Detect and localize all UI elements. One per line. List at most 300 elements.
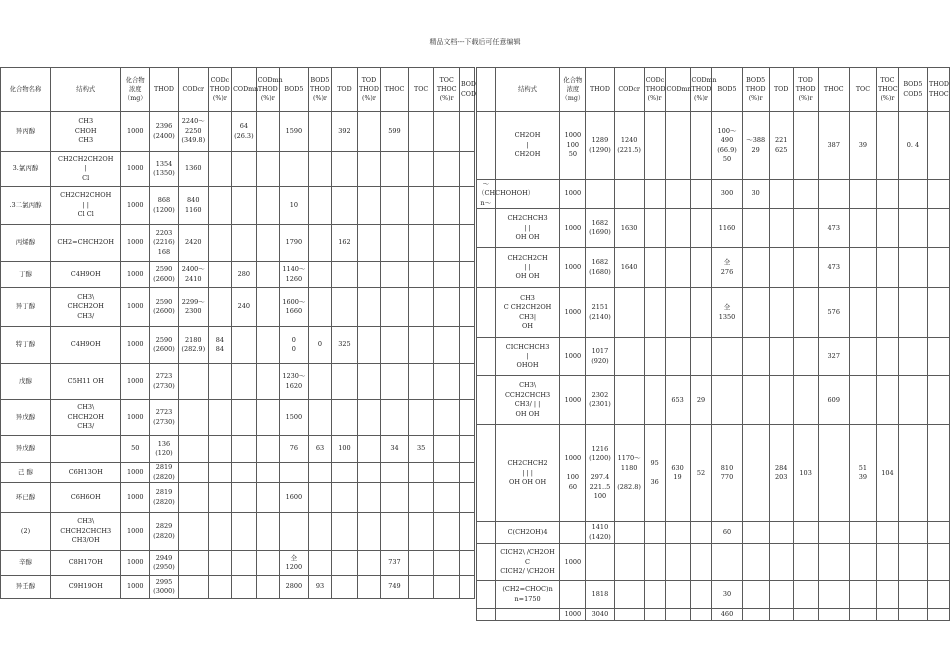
table-cell: C9H19OH — [51, 576, 121, 599]
table-cell — [308, 288, 331, 327]
table-cell: CH2=CHCH2OH — [51, 225, 121, 262]
table-row — [477, 544, 950, 581]
table-cell — [357, 187, 380, 225]
table-row — [1, 364, 475, 400]
left-data-table — [0, 67, 475, 599]
table-cell — [644, 581, 665, 609]
column-header: TOC — [408, 68, 434, 112]
table-cell — [332, 364, 358, 400]
table-cell — [51, 436, 121, 463]
column-header: 结构式 — [51, 68, 121, 112]
table-cell: CH2CHCH3 | | OH OH — [495, 209, 560, 248]
table-cell — [408, 576, 434, 599]
table-cell — [876, 288, 898, 338]
table-cell — [208, 364, 231, 400]
table-cell — [208, 551, 231, 576]
table-cell — [876, 112, 898, 180]
table-cell: 1000 — [560, 544, 586, 581]
table-cell: 1000 100 60 — [560, 425, 586, 522]
table-cell — [898, 248, 927, 288]
page-header-note: 精品文档---下载后可任意编辑 — [429, 38, 521, 46]
table-cell: 1000 — [121, 327, 150, 364]
table-cell — [793, 609, 818, 621]
table-cell — [459, 513, 474, 551]
table-cell: 2299～ 2300 — [178, 288, 208, 327]
table-cell — [381, 364, 409, 400]
table-row — [1, 463, 475, 483]
table-cell: 284 203 — [769, 425, 793, 522]
table-row — [477, 338, 950, 376]
table-cell — [849, 209, 876, 248]
table-row — [477, 425, 950, 522]
table-cell: 29 — [690, 376, 712, 425]
table-cell — [665, 209, 690, 248]
table-cell: 1000 — [560, 180, 586, 209]
table-cell — [308, 112, 331, 152]
table-cell — [644, 609, 665, 621]
table-cell: 2420 — [178, 225, 208, 262]
table-cell: CH3\ CHCH2OH CH3/ — [51, 400, 121, 436]
table-cell — [208, 262, 231, 288]
table-cell: 戊醇 — [1, 364, 51, 400]
table-row — [1, 576, 475, 599]
table-cell — [477, 609, 496, 621]
table-cell: CH3\ CHCH2OH CH3/ — [51, 288, 121, 327]
table-cell — [818, 180, 849, 209]
table-row — [477, 248, 950, 288]
table-cell: 460 — [712, 609, 742, 621]
table-cell — [208, 463, 231, 483]
table-cell — [690, 522, 712, 544]
table-cell — [898, 338, 927, 376]
table-cell — [208, 112, 231, 152]
column-header: BOD5 — [280, 68, 309, 112]
table-cell: CH2OH | CH2OH — [495, 112, 560, 180]
table-cell — [332, 400, 358, 436]
table-cell — [928, 248, 950, 288]
table-cell — [477, 209, 496, 248]
table-row — [477, 180, 950, 209]
table-cell: 1240 (221.5) — [614, 112, 644, 180]
table-cell — [178, 483, 208, 513]
table-cell: 327 — [818, 338, 849, 376]
table-cell — [280, 463, 309, 483]
table-cell — [357, 262, 380, 288]
table-cell — [690, 112, 712, 180]
table-cell: 1640 — [614, 248, 644, 288]
table-cell — [898, 288, 927, 338]
table-cell: 1790 — [280, 225, 309, 262]
table-cell: CH2CHCH2 | | | OH OH OH — [495, 425, 560, 522]
table-cell: 1000 — [121, 400, 150, 436]
table-cell: 35 — [408, 436, 434, 463]
table-cell — [232, 463, 256, 483]
table-cell: CH3 CHOH CH3 — [51, 112, 121, 152]
table-cell: CH2CH2CHOH | | Cl Cl — [51, 187, 121, 225]
table-cell — [280, 152, 309, 187]
table-cell — [690, 209, 712, 248]
table-cell — [614, 338, 644, 376]
table-cell — [459, 576, 474, 599]
table-cell — [332, 288, 358, 327]
table-cell — [644, 248, 665, 288]
table-cell — [408, 152, 434, 187]
table-row — [1, 262, 475, 288]
table-cell: C6H6OH — [51, 483, 121, 513]
table-cell — [876, 544, 898, 581]
table-cell — [876, 581, 898, 609]
table-cell: 868 (1200) — [150, 187, 179, 225]
table-cell: CH3\ CHCH2CHCH3 CH3/OH — [51, 513, 121, 551]
table-cell — [308, 483, 331, 513]
table-cell — [898, 376, 927, 425]
table-row — [477, 609, 950, 621]
table-cell — [769, 522, 793, 544]
table-cell — [818, 425, 849, 522]
table-cell: 1600～ 1660 — [280, 288, 309, 327]
table-cell — [208, 225, 231, 262]
table-cell — [308, 152, 331, 187]
table-cell — [690, 248, 712, 288]
table-cell: 2590 (2600) — [150, 262, 179, 288]
table-cell: 100 — [332, 436, 358, 463]
table-cell — [928, 209, 950, 248]
table-cell: 2590 (2600) — [150, 288, 179, 327]
table-cell: 300 — [712, 180, 742, 209]
table-cell: 1682 (1690) — [586, 209, 614, 248]
table-cell: (2) — [1, 513, 51, 551]
table-cell — [408, 187, 434, 225]
table-cell — [928, 338, 950, 376]
table-row — [1, 225, 475, 262]
table-cell — [332, 187, 358, 225]
table-cell: 异丁醇 — [1, 288, 51, 327]
table-cell: C6H13OH — [51, 463, 121, 483]
table-cell — [614, 376, 644, 425]
table-row — [477, 209, 950, 248]
table-cell — [332, 483, 358, 513]
table-cell: 810 770 — [712, 425, 742, 522]
table-cell — [381, 225, 409, 262]
table-cell — [849, 180, 876, 209]
table-cell: 2829 (2820) — [150, 513, 179, 551]
table-cell — [308, 187, 331, 225]
table-cell: 473 — [818, 209, 849, 248]
table-cell — [849, 544, 876, 581]
table-cell: 3040 — [586, 609, 614, 621]
table-cell — [477, 544, 496, 581]
table-cell — [898, 209, 927, 248]
table-cell — [769, 544, 793, 581]
table-row — [1, 187, 475, 225]
table-cell — [232, 152, 256, 187]
table-cell — [256, 288, 279, 327]
table-cell — [434, 576, 460, 599]
table-cell — [434, 463, 460, 483]
table-cell: 1682 (1680) — [586, 248, 614, 288]
table-cell — [769, 609, 793, 621]
table-cell — [477, 288, 496, 338]
table-cell — [308, 364, 331, 400]
table-cell: 93 — [308, 576, 331, 599]
table-cell — [381, 262, 409, 288]
table-cell: 51 39 — [849, 425, 876, 522]
table-cell — [232, 576, 256, 599]
table-cell: 2180 (282.9) — [178, 327, 208, 364]
table-row — [477, 288, 950, 338]
table-cell: 1160 — [712, 209, 742, 248]
table-cell — [793, 180, 818, 209]
table-cell — [308, 262, 331, 288]
table-cell: 95 36 — [644, 425, 665, 522]
table-cell: 1000 — [560, 338, 586, 376]
table-cell — [256, 436, 279, 463]
table-cell: 1140～ 1260 — [280, 262, 309, 288]
table-cell — [614, 522, 644, 544]
table-cell: 387 — [818, 112, 849, 180]
table-cell — [381, 327, 409, 364]
table-cell — [742, 609, 769, 621]
table-cell — [459, 327, 474, 364]
table-cell: 异戊醇 — [1, 400, 51, 436]
table-cell: 辛醇 — [1, 551, 51, 576]
table-cell — [208, 152, 231, 187]
table-cell: 2302 (2301) — [586, 376, 614, 425]
table-cell — [357, 112, 380, 152]
table-cell — [477, 376, 496, 425]
table-cell — [614, 609, 644, 621]
column-header: CODmn — [665, 68, 690, 112]
table-cell — [178, 463, 208, 483]
table-cell: 1170～ 1180 (282.8) — [614, 425, 644, 522]
table-cell: 30 — [742, 180, 769, 209]
table-cell — [665, 581, 690, 609]
table-cell: 1410 (1420) — [586, 522, 614, 544]
column-header: TOD — [332, 68, 358, 112]
table-cell: 1000 — [560, 376, 586, 425]
table-cell: 653 — [665, 376, 690, 425]
table-cell: 100～490 (66.9) 50 — [712, 112, 742, 180]
table-cell: 2396 (2400) — [150, 112, 179, 152]
table-cell — [477, 425, 496, 522]
table-cell — [459, 364, 474, 400]
table-cell: 环已醇 — [1, 483, 51, 513]
table-cell — [793, 209, 818, 248]
table-cell: 60 — [712, 522, 742, 544]
table-cell — [332, 513, 358, 551]
column-header — [477, 68, 496, 112]
table-cell — [357, 483, 380, 513]
table-cell — [459, 187, 474, 225]
table-cell — [256, 400, 279, 436]
table-cell: 34 — [381, 436, 409, 463]
table-cell: 103 — [793, 425, 818, 522]
table-cell: 1590 — [280, 112, 309, 152]
table-cell — [665, 112, 690, 180]
table-cell — [434, 513, 460, 551]
table-cell — [178, 576, 208, 599]
table-cell: 1230～ 1620 — [280, 364, 309, 400]
table-cell: 0. 4 — [898, 112, 927, 180]
table-cell — [256, 483, 279, 513]
table-cell: 2949 (2950) — [150, 551, 179, 576]
table-cell — [357, 225, 380, 262]
table-cell: 异丙醇 — [1, 112, 51, 152]
table-cell — [898, 425, 927, 522]
table-cell: 576 — [818, 288, 849, 338]
table-row — [1, 513, 475, 551]
table-cell: 10 — [280, 187, 309, 225]
table-cell: C8H17OH — [51, 551, 121, 576]
table-cell — [690, 180, 712, 209]
table-cell — [256, 327, 279, 364]
table-cell: 392 — [332, 112, 358, 152]
table-cell: 2151 (2140) — [586, 288, 614, 338]
table-row — [1, 152, 475, 187]
table-cell — [459, 483, 474, 513]
table-cell: 全 1200 — [280, 551, 309, 576]
table-cell — [459, 288, 474, 327]
table-cell — [256, 152, 279, 187]
table-cell — [232, 436, 256, 463]
table-cell — [280, 513, 309, 551]
table-cell — [434, 112, 460, 152]
table-cell — [742, 522, 769, 544]
table-cell — [898, 544, 927, 581]
table-cell — [408, 262, 434, 288]
table-cell — [178, 364, 208, 400]
table-cell: CH3\ CCH2CHCH3 CH3/ | | OH OH — [495, 376, 560, 425]
column-header: TOD THOD (%)r — [793, 68, 818, 112]
column-header: TOD — [769, 68, 793, 112]
table-cell — [332, 576, 358, 599]
table-cell — [742, 248, 769, 288]
table-cell: 1000 — [121, 225, 150, 262]
table-cell: 84 84 — [208, 327, 231, 364]
table-cell — [381, 483, 409, 513]
table-cell — [434, 327, 460, 364]
table-cell: 76 — [280, 436, 309, 463]
column-header: THOD — [586, 68, 614, 112]
table-cell — [434, 483, 460, 513]
table-cell — [495, 609, 560, 621]
table-cell — [434, 152, 460, 187]
table-cell — [928, 112, 950, 180]
table-cell — [408, 463, 434, 483]
table-cell: 异壬醇 — [1, 576, 51, 599]
table-cell — [357, 364, 380, 400]
table-cell — [742, 544, 769, 581]
table-cell — [849, 288, 876, 338]
column-header: THOD THOC — [928, 68, 950, 112]
table-cell — [928, 609, 950, 621]
table-cell — [876, 180, 898, 209]
table-cell — [769, 180, 793, 209]
table-cell: 473 — [818, 248, 849, 288]
table-cell — [178, 436, 208, 463]
column-header: BOD5 COD5 — [898, 68, 927, 112]
table-cell: 2800 — [280, 576, 309, 599]
table-cell — [381, 400, 409, 436]
table-cell — [332, 551, 358, 576]
table-cell — [434, 551, 460, 576]
table-cell: 1216 (1200) 297.4 221..5 100 — [586, 425, 614, 522]
table-cell — [793, 338, 818, 376]
table-row — [1, 400, 475, 436]
column-header: TOC — [849, 68, 876, 112]
table-cell — [586, 544, 614, 581]
table-cell: 1630 — [614, 209, 644, 248]
table-cell — [849, 609, 876, 621]
table-cell — [690, 544, 712, 581]
table-cell — [408, 400, 434, 436]
table-cell: 1000 — [121, 262, 150, 288]
table-cell — [208, 576, 231, 599]
table-cell — [849, 376, 876, 425]
table-cell — [928, 376, 950, 425]
table-cell — [381, 152, 409, 187]
table-cell — [256, 576, 279, 599]
table-cell — [712, 338, 742, 376]
table-cell — [459, 225, 474, 262]
table-cell — [308, 400, 331, 436]
table-cell — [357, 513, 380, 551]
table-cell: 737 — [381, 551, 409, 576]
table-cell — [928, 288, 950, 338]
table-cell — [793, 376, 818, 425]
column-header: TOC THOC (%)r — [434, 68, 460, 112]
table-cell: CH2CH2CH | | OH OH — [495, 248, 560, 288]
table-cell: 2240～ 2250 (349.8) — [178, 112, 208, 152]
table-cell — [232, 513, 256, 551]
column-header: CODcr — [614, 68, 644, 112]
column-header: THOD — [150, 68, 179, 112]
table-cell — [644, 544, 665, 581]
table-cell — [477, 248, 496, 288]
table-cell: 599 — [381, 112, 409, 152]
table-cell — [665, 248, 690, 288]
table-cell: 1360 — [178, 152, 208, 187]
table-cell: 丙烯醇 — [1, 225, 51, 262]
table-cell — [665, 609, 690, 621]
column-header: 化合物 浓度 （mg） — [121, 68, 150, 112]
table-cell — [308, 463, 331, 483]
table-cell — [408, 112, 434, 152]
table-cell — [742, 288, 769, 338]
table-cell — [434, 288, 460, 327]
table-cell: 2995 (3000) — [150, 576, 179, 599]
table-cell — [560, 522, 586, 544]
table-cell — [818, 581, 849, 609]
table-cell — [178, 513, 208, 551]
column-header: BOD5 THOD (%)r — [308, 68, 331, 112]
table-cell — [208, 400, 231, 436]
column-header: 结构式 — [495, 68, 560, 112]
table-cell: 全 1350 — [712, 288, 742, 338]
table-cell — [849, 522, 876, 544]
table-cell — [459, 112, 474, 152]
table-cell — [477, 112, 496, 180]
table-cell — [357, 327, 380, 364]
table-cell — [769, 376, 793, 425]
table-cell — [459, 551, 474, 576]
table-cell — [408, 225, 434, 262]
table-cell — [381, 463, 409, 483]
table-cell: 1289 (1290) — [586, 112, 614, 180]
table-cell — [644, 338, 665, 376]
table-cell — [644, 376, 665, 425]
table-cell — [742, 338, 769, 376]
